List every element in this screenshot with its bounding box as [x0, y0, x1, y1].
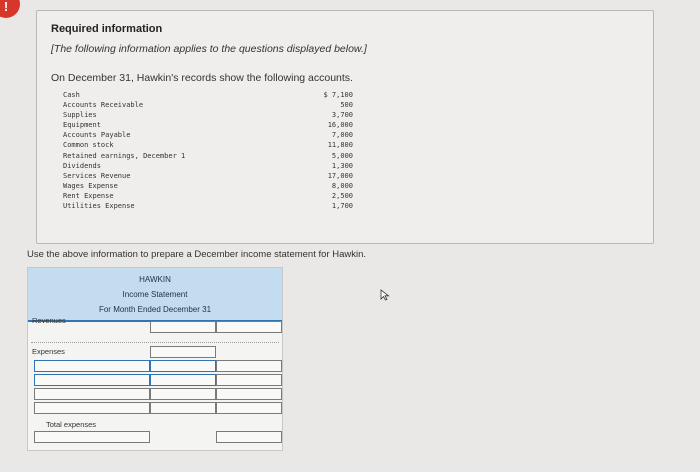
- required-information-panel: [36, 10, 654, 244]
- expense-amount-input-1[interactable]: [150, 360, 216, 372]
- account-name: Dividends: [63, 161, 101, 170]
- accounts-list: [63, 90, 353, 211]
- account-value: 16,000: [327, 121, 353, 130]
- company-name: HAWKIN: [139, 275, 171, 284]
- instruction-text: Use the above information to prepare a December income statement for Hawkin.: [27, 249, 366, 260]
- total-expenses-label: Total expenses: [46, 420, 97, 429]
- account-row: [63, 191, 353, 201]
- total-expenses-amount-input[interactable]: [216, 431, 282, 443]
- account-value: 11,800: [327, 141, 353, 150]
- account-row: [63, 130, 353, 140]
- account-name: Accounts Receivable: [63, 101, 144, 110]
- revenues-label: Revenues: [32, 316, 66, 325]
- account-row: [63, 110, 353, 120]
- account-value: 3,700: [331, 111, 353, 120]
- account-value: 1,700: [331, 202, 353, 211]
- statement-header: [28, 268, 282, 322]
- account-row: [63, 90, 353, 100]
- row-divider: [31, 342, 279, 343]
- account-name: Wages Expense: [63, 181, 118, 190]
- expenses-header-input[interactable]: [150, 346, 216, 358]
- total-expenses-account-input[interactable]: [34, 431, 150, 443]
- account-name: Retained earnings, December 1: [63, 151, 186, 160]
- account-row: [63, 201, 353, 211]
- account-name: Services Revenue: [63, 171, 131, 180]
- account-name: Utilities Expense: [63, 202, 135, 211]
- expense-total-input-2[interactable]: [216, 374, 282, 386]
- mouse-cursor-icon: [380, 289, 390, 301]
- revenue-amount-input[interactable]: [216, 321, 282, 333]
- account-name: Equipment: [63, 121, 101, 130]
- expense-account-input-1[interactable]: [34, 360, 150, 372]
- expense-account-input-2[interactable]: [34, 374, 150, 386]
- account-row: [63, 120, 353, 130]
- account-row: [63, 161, 353, 171]
- accounts-intro: On December 31, Hawkin's records show the following accounts.: [51, 72, 353, 84]
- account-value: 7,000: [331, 131, 353, 140]
- income-statement-form: [27, 267, 283, 451]
- account-row: [63, 151, 353, 161]
- account-value: 17,000: [327, 171, 353, 180]
- information-note: [The following information applies to the questions displayed below.]: [51, 43, 367, 55]
- account-row: [63, 100, 353, 110]
- expense-amount-input-4[interactable]: [150, 402, 216, 414]
- account-name: Accounts Payable: [63, 131, 131, 140]
- expense-amount-input-2[interactable]: [150, 374, 216, 386]
- expense-total-input-4[interactable]: [216, 402, 282, 414]
- expenses-label: Expenses: [32, 347, 65, 356]
- account-name: Common stock: [63, 141, 114, 150]
- account-row: [63, 171, 353, 181]
- account-row: [63, 140, 353, 150]
- account-name: Supplies: [63, 111, 97, 120]
- account-name: Cash: [63, 91, 80, 99]
- account-row: [63, 181, 353, 191]
- alert-icon: !: [0, 0, 20, 18]
- account-value: 500: [340, 101, 353, 110]
- expense-total-input-3[interactable]: [216, 388, 282, 400]
- required-information-title: Required information: [51, 23, 163, 35]
- expense-total-input-1[interactable]: [216, 360, 282, 372]
- expense-amount-input-3[interactable]: [150, 388, 216, 400]
- account-value: $ 7,100: [323, 91, 353, 99]
- account-value: 8,000: [331, 181, 353, 190]
- expense-account-input-4[interactable]: [34, 402, 150, 414]
- revenue-account-input[interactable]: [150, 321, 216, 333]
- account-value: 1,300: [331, 161, 353, 170]
- account-value: 5,000: [331, 151, 353, 160]
- statement-name: Income Statement: [122, 290, 188, 299]
- account-name: Rent Expense: [63, 191, 114, 200]
- account-value: 2,500: [331, 191, 353, 200]
- statement-period: For Month Ended December 31: [98, 305, 212, 314]
- expense-account-input-3[interactable]: [34, 388, 150, 400]
